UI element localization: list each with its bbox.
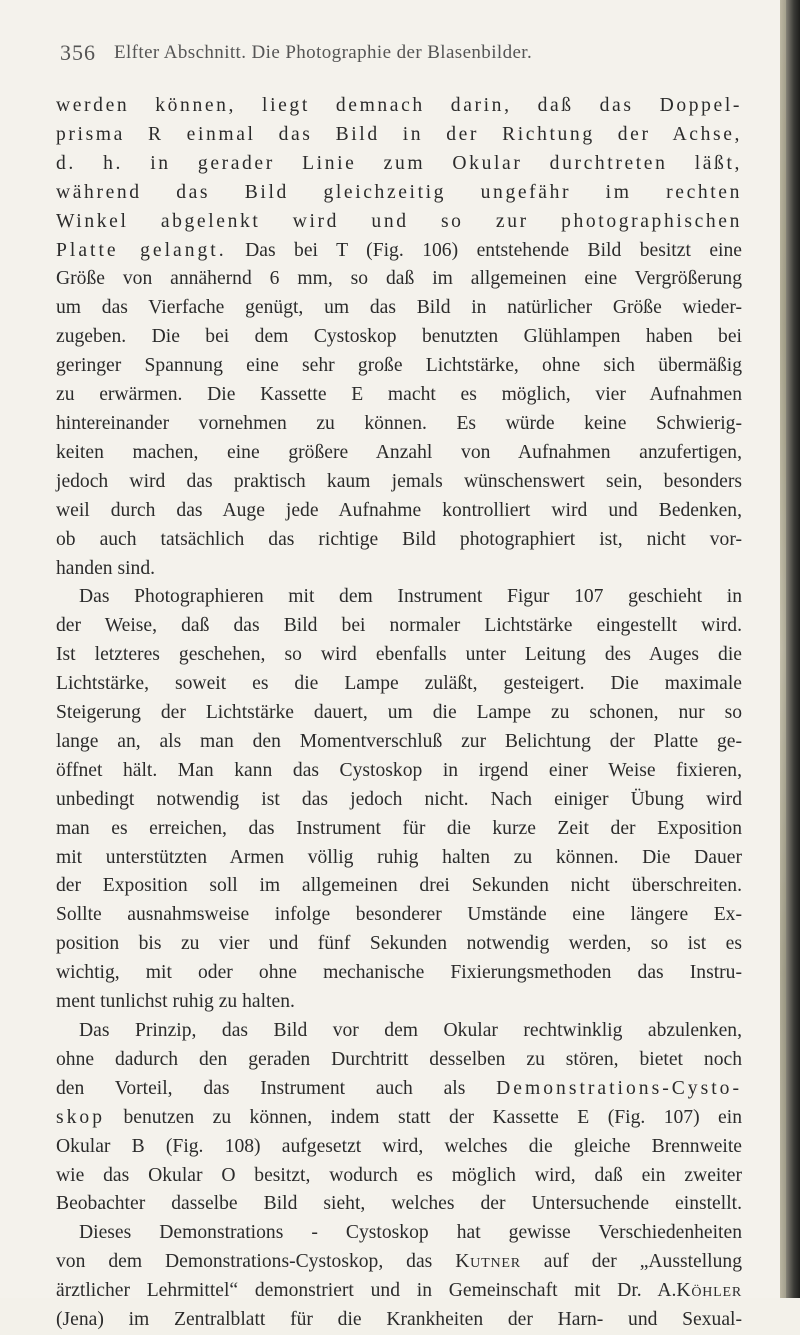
line-continuation: benutzen zu können, indem statt der Kassette E (Fig. 107) ein [105,1106,742,1128]
text-line: man es erreichen, das Instrument für die kurze Zeit der Exposition [56,817,742,839]
text-line: während das Bild gleichzeitig ungefähr im rechten [56,181,742,203]
text-line: geringer Spannung eine sehr große Lichtstärke, ohne sich übermäßig [56,355,742,377]
text-line: werden können, liegt demnach darin, daß das Doppel- [56,95,742,116]
text-line: der Exposition soll im allgemeinen drei Sekunden nicht überschreiten. [56,875,742,897]
spaced-term: skop [56,1106,106,1128]
page-edge-shadow [780,0,786,1298]
text-line: Das Prinzip, das Bild vor dem Okular rechtwinklig abzulenken, [79,1020,742,1041]
text-line: Beobachter dasselbe Bild sieht, welches der Untersuchende einstellt. [56,1193,742,1215]
text-line: Lichtstärke, soweit es die Lampe zuläßt, gesteigert. Die maximale [56,673,742,695]
text-line: position bis zu vier und fünf Sekunden notwendig werden, so ist es [56,933,742,955]
page-number: 356 [60,40,96,65]
text-line: jedoch wird das praktisch kaum jemals wünschenswert sein, besonders [56,470,742,492]
text-line: wichtig, mit oder ohne mechanische Fixierungsmethoden das Instru- [56,962,742,984]
text-line: Dieses Demonstrations - Cystoskop hat gewisse Verschiedenheiten [79,1222,742,1244]
text-line: öffnet hält. Man kann das Cystoskop in irgend einer Weise fixieren, [56,759,742,781]
text-line [56,1277,742,1306]
text-line: d. h. in gerader Linie zum Okular durchtreten läßt, [56,152,742,174]
author-name: Kutner [455,1251,521,1273]
text-line: unbedingt notwendig ist das jedoch nicht. Nach einiger Übung wird [56,788,742,810]
text-line [56,1104,742,1133]
line-continuation: Das bei T (Fig. 106) entstehende Bild besitzt eine [226,239,742,261]
text-line [56,237,742,266]
text-line: um das Vierfache genügt, um das Bild in natürlicher Größe wieder- [56,297,742,319]
text-line: mit unterstützten Armen völlig ruhig halten zu können. Die Dauer [56,846,742,868]
text-line: wie das Okular O besitzt, wodurch es möglich wird, daß ein zweiter [56,1164,742,1186]
text-line [56,1075,742,1104]
text-line: Okular B (Fig. 108) aufgesetzt wird, welches die gleiche Brennweite [56,1135,742,1157]
text-line [56,1248,742,1277]
text-line: ment tunlichst ruhig zu halten. [56,991,295,1013]
text-line: zu erwärmen. Die Kassette E macht es möglich, vier Aufnahmen [56,384,742,406]
text-line: Steigerung der Lichtstärke dauert, um die Lampe zu schonen, nur so [56,702,742,724]
text-line: lange an, als man den Momentverschluß zur Belichtung der Platte ge- [56,730,742,752]
line-continuation: auf der „Ausstellung [520,1251,743,1273]
running-head: Elfter Abschnitt. Die Photographie der Blasenbilder. [114,42,533,63]
text-line: hintereinander vornehmen zu können. Es würde keine Schwierig- [56,412,742,434]
text-line: ohne dadurch den geraden Durchtritt desselben zu stören, bietet noch [56,1048,742,1070]
page-header [60,40,740,70]
text-line: Sollte ausnahmsweise infolge besonderer Umstände eine längere Ex- [56,904,742,926]
text-line: zugeben. Die bei dem Cystoskop benutzten Glühlampen haben bei [56,326,742,348]
line-start: ärztlicher Lehrmittel“ demonstriert und in Gemeinschaft mit Dr. A. [56,1280,677,1302]
text-line: prisma R einmal das Bild in der Richtung der Achse, [56,123,742,145]
text-line: der Weise, daß das Bild bei normaler Lichtstärke eingestellt wird. [56,615,742,637]
line-start: den Vorteil, das Instrument auch als [56,1077,466,1099]
text-line: keiten machen, eine größere Anzahl von Aufnahmen anzufertigen, [56,441,742,463]
text-line: Winkel abgelenkt wird und so zur photographischen [56,210,742,232]
text-line: ob auch tatsächlich das richtige Bild photographiert ist, nicht vor- [56,528,742,550]
text-line: Größe von annähernd 6 mm, so daß im allgemeinen eine Vergrößerung [56,268,742,290]
spaced-term: Demonstrations-Cysto- [496,1077,742,1099]
text-line: (Jena) im Zentralblatt für die Krankheiten der Harn- und Sexual- [56,1309,742,1331]
author-name: Köhler [676,1280,742,1302]
body-text [56,92,742,1335]
text-line: Ist letzteres geschehen, so wird ebenfalls unter Leitung des Auges die [56,644,742,666]
line-start: von dem Demonstrations-Cystoskop, das [56,1251,433,1273]
text-line: handen sind. [56,557,156,579]
text-line: weil durch das Auge jede Aufnahme kontrolliert wird und Bedenken, [56,499,742,521]
text-line: Das Photographieren mit dem Instrument Figur 107 geschieht in [79,586,742,608]
spaced-text: Platte gelangt. [56,239,227,261]
